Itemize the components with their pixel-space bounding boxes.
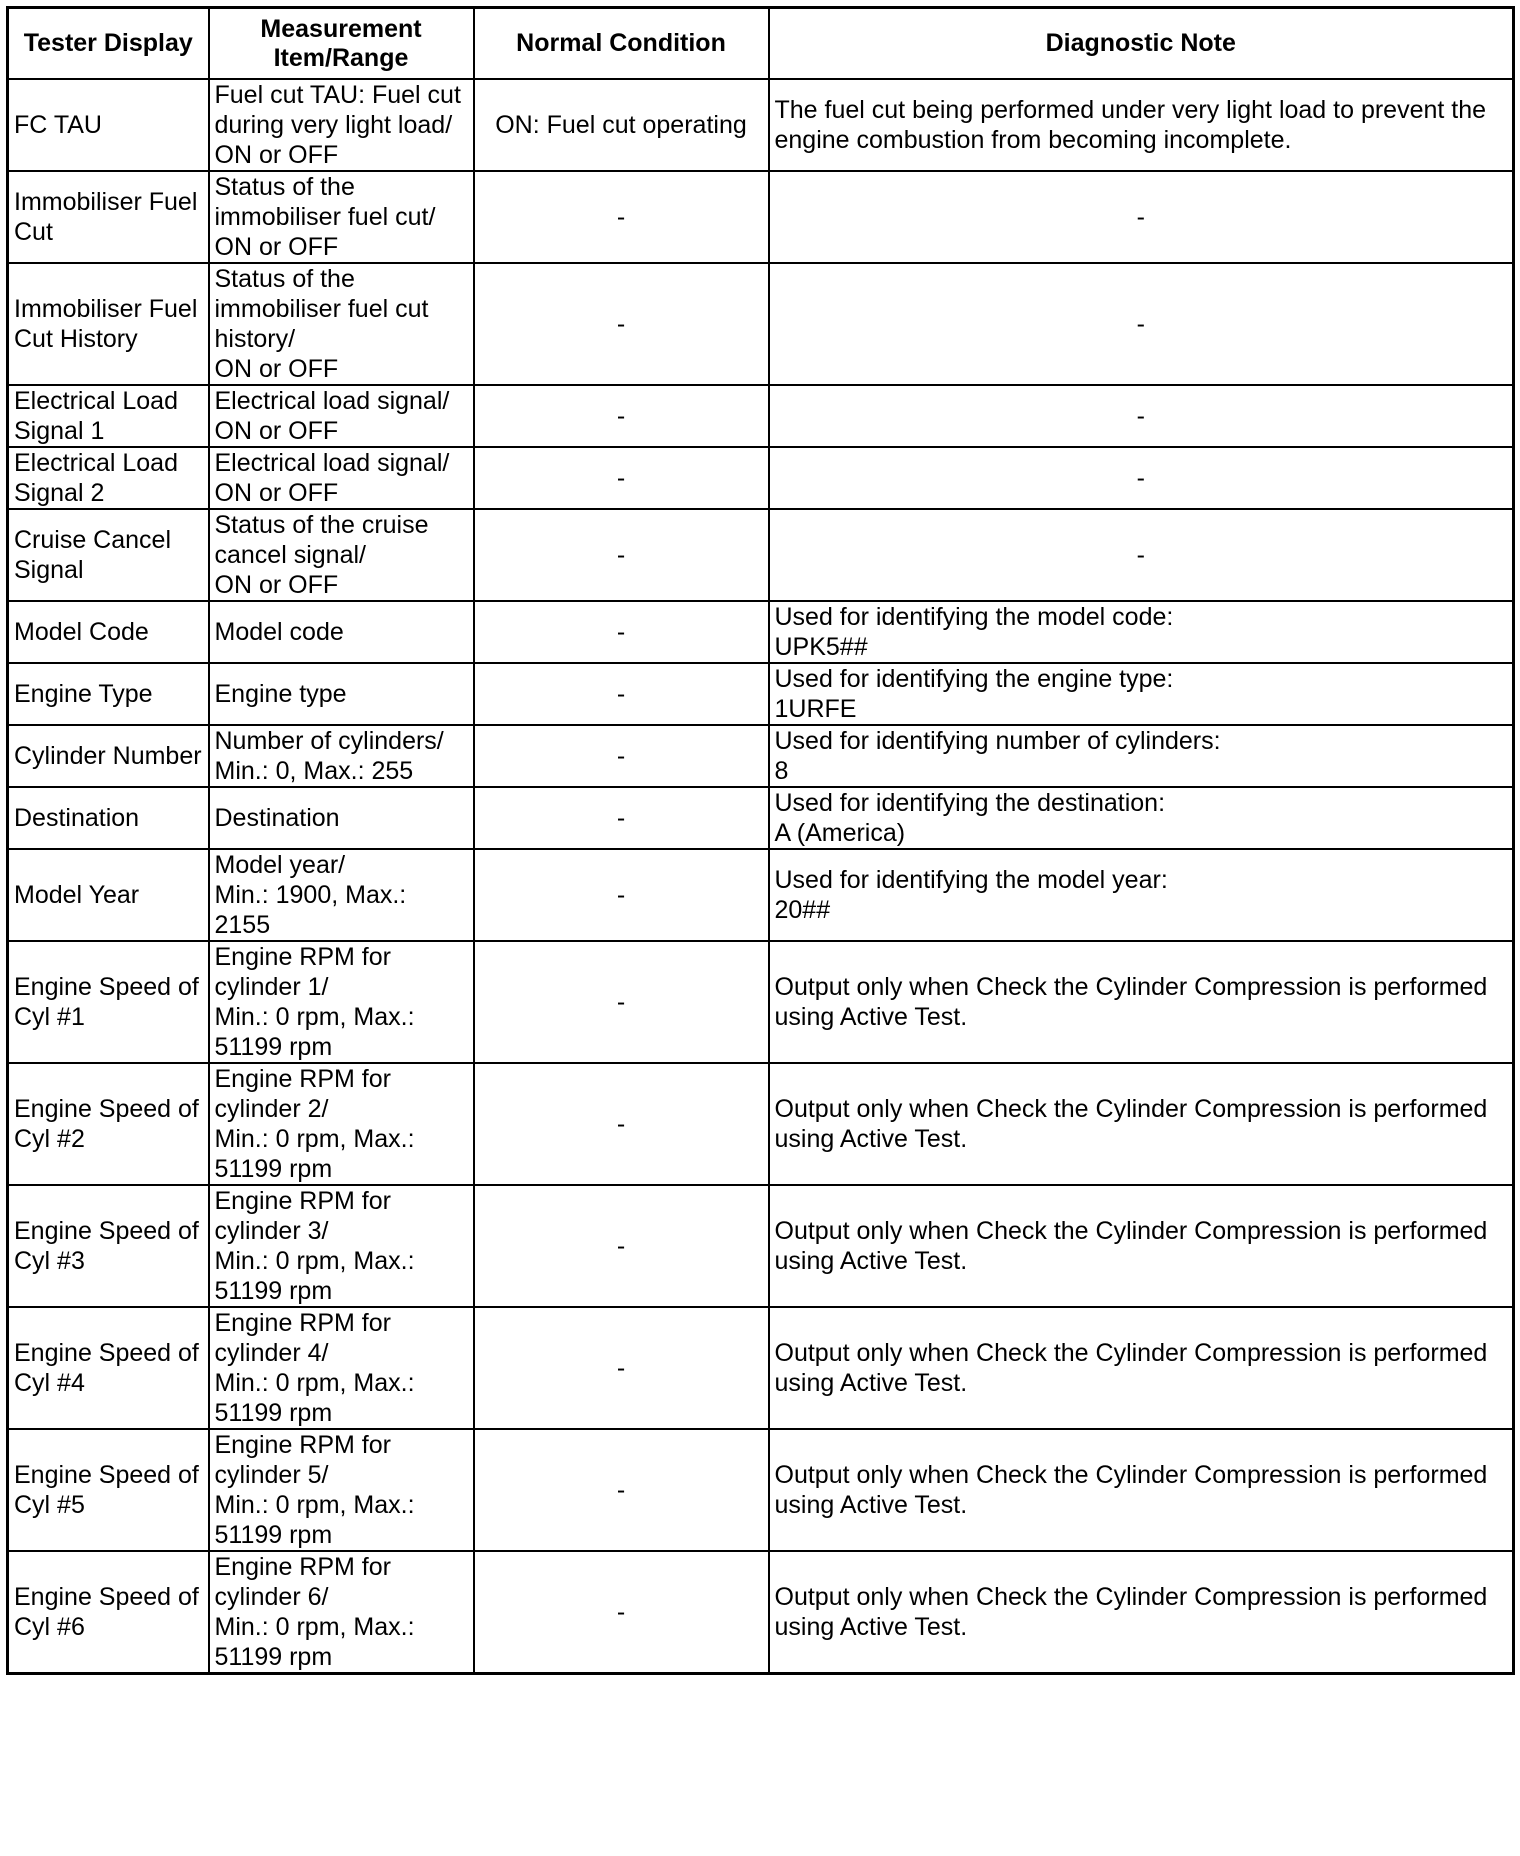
cell-measurement-item-line: Model year/ bbox=[214, 851, 346, 879]
cell-measurement-item-line: Min.: 0 rpm, Max.: bbox=[214, 1125, 415, 1153]
cell-normal-condition bbox=[474, 171, 769, 263]
cell-tester-display-line: Cyl #6 bbox=[14, 1613, 85, 1641]
cell-diagnostic-note bbox=[769, 447, 1514, 509]
cell-diagnostic-note-line: Used for identifying number of cylinders: bbox=[774, 727, 1221, 755]
cell-diagnostic-note bbox=[769, 1551, 1514, 1674]
cell-normal-condition-line: - bbox=[616, 1354, 626, 1382]
cell-tester-display-line: Cut bbox=[14, 218, 53, 246]
cell-measurement-item-line: Electrical load signal/ bbox=[214, 449, 450, 477]
cell-tester-display bbox=[8, 447, 209, 509]
data-list-table bbox=[6, 6, 1515, 1675]
cell-tester-display bbox=[8, 263, 209, 385]
cell-normal-condition-line: - bbox=[616, 804, 626, 832]
cell-tester-display-line: Engine Speed of bbox=[14, 1583, 199, 1611]
cell-tester-display-line: Signal 2 bbox=[14, 479, 105, 507]
cell-diagnostic-note-line: - bbox=[1136, 402, 1145, 430]
table-row bbox=[8, 787, 1514, 849]
header-measurement-item-text: Measurement Item/Range bbox=[260, 14, 422, 72]
cell-measurement-item-line: Destination bbox=[214, 804, 340, 832]
cell-tester-display-line: Electrical Load bbox=[14, 449, 178, 477]
cell-measurement-item-line: during very light load/ bbox=[214, 111, 453, 139]
cell-measurement-item-line: Min.: 0 rpm, Max.: bbox=[214, 1491, 415, 1519]
cell-diagnostic-note-line: 8 bbox=[774, 757, 789, 785]
cell-normal-condition bbox=[474, 509, 769, 601]
cell-measurement-item-line: Engine RPM for bbox=[214, 1065, 391, 1093]
table-header-row bbox=[8, 8, 1514, 80]
cell-measurement-item-line: Engine RPM for bbox=[214, 1553, 391, 1581]
cell-measurement-item-line: immobiliser fuel cut bbox=[214, 295, 429, 323]
cell-tester-display-line: Immobiliser Fuel bbox=[14, 188, 198, 216]
cell-tester-display-line: Signal bbox=[14, 556, 84, 584]
cell-diagnostic-note-line: - bbox=[1136, 464, 1145, 492]
cell-measurement-item-line: Status of the bbox=[214, 173, 355, 201]
cell-measurement-item-line: 51199 rpm bbox=[214, 1155, 333, 1183]
cell-normal-condition-line: - bbox=[616, 310, 626, 338]
cell-normal-condition-line: - bbox=[616, 1476, 626, 1504]
table-row bbox=[8, 509, 1514, 601]
cell-normal-condition bbox=[474, 1551, 769, 1674]
cell-tester-display bbox=[8, 509, 209, 601]
cell-diagnostic-note bbox=[769, 385, 1514, 447]
cell-measurement-item bbox=[209, 663, 474, 725]
cell-tester-display bbox=[8, 849, 209, 941]
cell-normal-condition-line: - bbox=[616, 742, 626, 770]
cell-diagnostic-note bbox=[769, 663, 1514, 725]
cell-diagnostic-note-line: The fuel cut being performed under very light load to prevent the bbox=[774, 96, 1487, 124]
cell-measurement-item bbox=[209, 1063, 474, 1185]
cell-diagnostic-note-line: Output only when Check the Cylinder Compression is performed bbox=[774, 1339, 1488, 1367]
cell-tester-display bbox=[8, 1307, 209, 1429]
cell-tester-display-line: Cut History bbox=[14, 325, 138, 353]
cell-normal-condition-line: - bbox=[616, 541, 626, 569]
cell-measurement-item-line: cylinder 3/ bbox=[214, 1217, 329, 1245]
cell-tester-display-line: Model Year bbox=[14, 881, 140, 909]
table-row bbox=[8, 1185, 1514, 1307]
cell-diagnostic-note-line: 1URFE bbox=[774, 695, 857, 723]
cell-normal-condition-line: - bbox=[616, 988, 626, 1016]
cell-tester-display-line: Cylinder Number bbox=[14, 742, 202, 770]
cell-normal-condition-line: - bbox=[616, 402, 626, 430]
cell-normal-condition bbox=[474, 725, 769, 787]
cell-measurement-item-line: cylinder 1/ bbox=[214, 973, 329, 1001]
cell-normal-condition bbox=[474, 263, 769, 385]
cell-measurement-item-line: ON or OFF bbox=[214, 141, 339, 169]
cell-measurement-item-line: Status of the bbox=[214, 265, 355, 293]
cell-measurement-item bbox=[209, 787, 474, 849]
cell-measurement-item bbox=[209, 1307, 474, 1429]
cell-normal-condition-line: - bbox=[616, 618, 626, 646]
table-row bbox=[8, 1551, 1514, 1674]
cell-diagnostic-note-line: using Active Test. bbox=[774, 1247, 968, 1275]
cell-diagnostic-note bbox=[769, 787, 1514, 849]
cell-measurement-item-line: Min.: 0 rpm, Max.: bbox=[214, 1247, 415, 1275]
cell-diagnostic-note-line: using Active Test. bbox=[774, 1003, 968, 1031]
cell-diagnostic-note bbox=[769, 509, 1514, 601]
cell-normal-condition bbox=[474, 79, 769, 171]
table-row bbox=[8, 171, 1514, 263]
cell-normal-condition bbox=[474, 385, 769, 447]
cell-tester-display bbox=[8, 663, 209, 725]
cell-tester-display-line: Engine Speed of bbox=[14, 1461, 199, 1489]
cell-measurement-item-line: Min.: 0 rpm, Max.: bbox=[214, 1613, 415, 1641]
cell-diagnostic-note bbox=[769, 601, 1514, 663]
cell-diagnostic-note-line: Output only when Check the Cylinder Compression is performed bbox=[774, 1217, 1488, 1245]
cell-measurement-item-line: 51199 rpm bbox=[214, 1033, 333, 1061]
table-row bbox=[8, 79, 1514, 171]
cell-measurement-item-line: Engine RPM for bbox=[214, 1187, 391, 1215]
cell-tester-display bbox=[8, 941, 209, 1063]
cell-normal-condition-line: - bbox=[616, 464, 626, 492]
cell-measurement-item-line: cylinder 5/ bbox=[214, 1461, 329, 1489]
cell-tester-display-line: Cruise Cancel bbox=[14, 526, 172, 554]
table-body bbox=[8, 79, 1514, 1674]
cell-tester-display-line: Engine Speed of bbox=[14, 1095, 199, 1123]
cell-tester-display bbox=[8, 171, 209, 263]
cell-measurement-item bbox=[209, 1185, 474, 1307]
cell-measurement-item bbox=[209, 509, 474, 601]
cell-diagnostic-note-line: A (America) bbox=[774, 819, 906, 847]
cell-diagnostic-note-line: Used for identifying the destination: bbox=[774, 789, 1166, 817]
cell-measurement-item bbox=[209, 79, 474, 171]
cell-measurement-item-line: ON or OFF bbox=[214, 571, 339, 599]
cell-tester-display bbox=[8, 1551, 209, 1674]
cell-diagnostic-note-line: Output only when Check the Cylinder Compression is performed bbox=[774, 1095, 1488, 1123]
cell-diagnostic-note-line: using Active Test. bbox=[774, 1369, 968, 1397]
cell-tester-display bbox=[8, 79, 209, 171]
cell-measurement-item-line: Engine type bbox=[214, 680, 347, 708]
cell-measurement-item-line: cancel signal/ bbox=[214, 541, 366, 569]
cell-normal-condition bbox=[474, 849, 769, 941]
cell-diagnostic-note-line: 20## bbox=[774, 896, 831, 924]
cell-measurement-item-line: Engine RPM for bbox=[214, 943, 391, 971]
cell-measurement-item-line: Min.: 0, Max.: 255 bbox=[214, 757, 414, 785]
table-row bbox=[8, 1429, 1514, 1551]
cell-normal-condition-line: ON: Fuel cut operating bbox=[495, 111, 747, 139]
header-normal-condition: Normal Condition bbox=[474, 8, 769, 80]
cell-tester-display bbox=[8, 385, 209, 447]
cell-measurement-item-line: Status of the cruise bbox=[214, 511, 429, 539]
cell-tester-display-line: Electrical Load bbox=[14, 387, 178, 415]
cell-measurement-item-line: ON or OFF bbox=[214, 233, 339, 261]
cell-diagnostic-note bbox=[769, 1063, 1514, 1185]
cell-tester-display bbox=[8, 725, 209, 787]
cell-normal-condition bbox=[474, 1063, 769, 1185]
cell-diagnostic-note-line: using Active Test. bbox=[774, 1491, 968, 1519]
cell-measurement-item-line: Model code bbox=[214, 618, 344, 646]
cell-measurement-item-line: Number of cylinders/ bbox=[214, 727, 444, 755]
cell-normal-condition bbox=[474, 447, 769, 509]
cell-diagnostic-note-line: Output only when Check the Cylinder Compression is performed bbox=[774, 1461, 1488, 1489]
header-measurement-item bbox=[209, 8, 474, 80]
cell-normal-condition-line: - bbox=[616, 1598, 626, 1626]
cell-diagnostic-note bbox=[769, 725, 1514, 787]
cell-tester-display-line: Immobiliser Fuel bbox=[14, 295, 198, 323]
cell-diagnostic-note bbox=[769, 1429, 1514, 1551]
cell-tester-display-line: Engine Speed of bbox=[14, 1217, 199, 1245]
cell-tester-display-line: Cyl #1 bbox=[14, 1003, 85, 1031]
cell-tester-display bbox=[8, 1063, 209, 1185]
cell-measurement-item bbox=[209, 171, 474, 263]
table-row bbox=[8, 941, 1514, 1063]
table-row bbox=[8, 1307, 1514, 1429]
cell-normal-condition-line: - bbox=[616, 203, 626, 231]
table-row bbox=[8, 601, 1514, 663]
table-row bbox=[8, 447, 1514, 509]
cell-measurement-item-line: Fuel cut TAU: Fuel cut bbox=[214, 81, 461, 109]
cell-measurement-item bbox=[209, 385, 474, 447]
cell-tester-display-line: Engine Speed of bbox=[14, 973, 199, 1001]
cell-diagnostic-note-line: Output only when Check the Cylinder Compression is performed bbox=[774, 973, 1488, 1001]
table-row bbox=[8, 849, 1514, 941]
cell-normal-condition bbox=[474, 941, 769, 1063]
cell-measurement-item-line: Min.: 0 rpm, Max.: bbox=[214, 1003, 415, 1031]
cell-diagnostic-note-line: UPK5## bbox=[774, 633, 868, 661]
cell-measurement-item-line: 51199 rpm bbox=[214, 1521, 333, 1549]
cell-normal-condition bbox=[474, 1185, 769, 1307]
cell-tester-display bbox=[8, 1185, 209, 1307]
cell-measurement-item bbox=[209, 1429, 474, 1551]
cell-tester-display-line: FC TAU bbox=[14, 111, 102, 139]
cell-diagnostic-note-line: Used for identifying the model year: bbox=[774, 866, 1168, 894]
cell-diagnostic-note bbox=[769, 849, 1514, 941]
cell-measurement-item bbox=[209, 849, 474, 941]
cell-measurement-item bbox=[209, 1551, 474, 1674]
cell-measurement-item-line: Min.: 1900, Max.: bbox=[214, 881, 407, 909]
cell-tester-display-line: Engine Speed of bbox=[14, 1339, 199, 1367]
cell-normal-condition-line: - bbox=[616, 680, 626, 708]
cell-measurement-item-line: cylinder 4/ bbox=[214, 1339, 329, 1367]
cell-measurement-item bbox=[209, 725, 474, 787]
cell-measurement-item-line: 2155 bbox=[214, 911, 271, 939]
table-row bbox=[8, 385, 1514, 447]
cell-measurement-item-line: cylinder 2/ bbox=[214, 1095, 329, 1123]
cell-tester-display-line: Model Code bbox=[14, 618, 149, 646]
cell-normal-condition-line: - bbox=[616, 1232, 626, 1260]
cell-tester-display bbox=[8, 601, 209, 663]
cell-measurement-item bbox=[209, 447, 474, 509]
cell-measurement-item-line: Electrical load signal/ bbox=[214, 387, 450, 415]
cell-tester-display bbox=[8, 787, 209, 849]
cell-tester-display-line: Engine Type bbox=[14, 680, 153, 708]
cell-normal-condition-line: - bbox=[616, 881, 626, 909]
cell-tester-display-line: Cyl #2 bbox=[14, 1125, 85, 1153]
table-row bbox=[8, 663, 1514, 725]
cell-measurement-item-line: Min.: 0 rpm, Max.: bbox=[214, 1369, 415, 1397]
cell-measurement-item-line: ON or OFF bbox=[214, 479, 339, 507]
cell-measurement-item bbox=[209, 263, 474, 385]
cell-tester-display-line: Destination bbox=[14, 804, 140, 832]
cell-diagnostic-note-line: - bbox=[1136, 541, 1145, 569]
cell-tester-display-line: Cyl #4 bbox=[14, 1369, 85, 1397]
cell-diagnostic-note bbox=[769, 171, 1514, 263]
cell-measurement-item-line: history/ bbox=[214, 325, 296, 353]
cell-normal-condition bbox=[474, 601, 769, 663]
cell-diagnostic-note bbox=[769, 1185, 1514, 1307]
cell-measurement-item-line: immobiliser fuel cut/ bbox=[214, 203, 436, 231]
cell-diagnostic-note-line: Used for identifying the model code: bbox=[774, 603, 1174, 631]
cell-measurement-item-line: cylinder 6/ bbox=[214, 1583, 329, 1611]
table-row bbox=[8, 263, 1514, 385]
cell-tester-display-line: Cyl #3 bbox=[14, 1247, 85, 1275]
cell-diagnostic-note-line: engine combustion from becoming incomplete. bbox=[774, 126, 1292, 154]
cell-measurement-item-line: Engine RPM for bbox=[214, 1431, 391, 1459]
cell-measurement-item-line: 51199 rpm bbox=[214, 1277, 333, 1305]
cell-normal-condition bbox=[474, 1307, 769, 1429]
header-tester-display: Tester Display bbox=[8, 8, 209, 80]
cell-diagnostic-note-line: - bbox=[1136, 203, 1145, 231]
cell-diagnostic-note bbox=[769, 1307, 1514, 1429]
cell-measurement-item-line: ON or OFF bbox=[214, 417, 339, 445]
cell-diagnostic-note bbox=[769, 941, 1514, 1063]
cell-normal-condition bbox=[474, 1429, 769, 1551]
cell-measurement-item bbox=[209, 941, 474, 1063]
cell-diagnostic-note bbox=[769, 79, 1514, 171]
cell-measurement-item-line: 51199 rpm bbox=[214, 1643, 333, 1671]
cell-normal-condition bbox=[474, 663, 769, 725]
cell-tester-display-line: Cyl #5 bbox=[14, 1491, 85, 1519]
cell-diagnostic-note-line: using Active Test. bbox=[774, 1613, 968, 1641]
cell-diagnostic-note-line: using Active Test. bbox=[774, 1125, 968, 1153]
cell-measurement-item bbox=[209, 601, 474, 663]
cell-normal-condition-line: - bbox=[616, 1110, 626, 1138]
cell-tester-display bbox=[8, 1429, 209, 1551]
cell-diagnostic-note-line: Output only when Check the Cylinder Compression is performed bbox=[774, 1583, 1488, 1611]
cell-diagnostic-note-line: - bbox=[1136, 310, 1145, 338]
cell-measurement-item-line: ON or OFF bbox=[214, 355, 339, 383]
cell-measurement-item-line: Engine RPM for bbox=[214, 1309, 391, 1337]
cell-measurement-item-line: 51199 rpm bbox=[214, 1399, 333, 1427]
table-row bbox=[8, 725, 1514, 787]
table-row bbox=[8, 1063, 1514, 1185]
cell-diagnostic-note-line: Used for identifying the engine type: bbox=[774, 665, 1174, 693]
header-diagnostic-note: Diagnostic Note bbox=[769, 8, 1514, 80]
cell-normal-condition bbox=[474, 787, 769, 849]
cell-tester-display-line: Signal 1 bbox=[14, 417, 105, 445]
cell-diagnostic-note bbox=[769, 263, 1514, 385]
